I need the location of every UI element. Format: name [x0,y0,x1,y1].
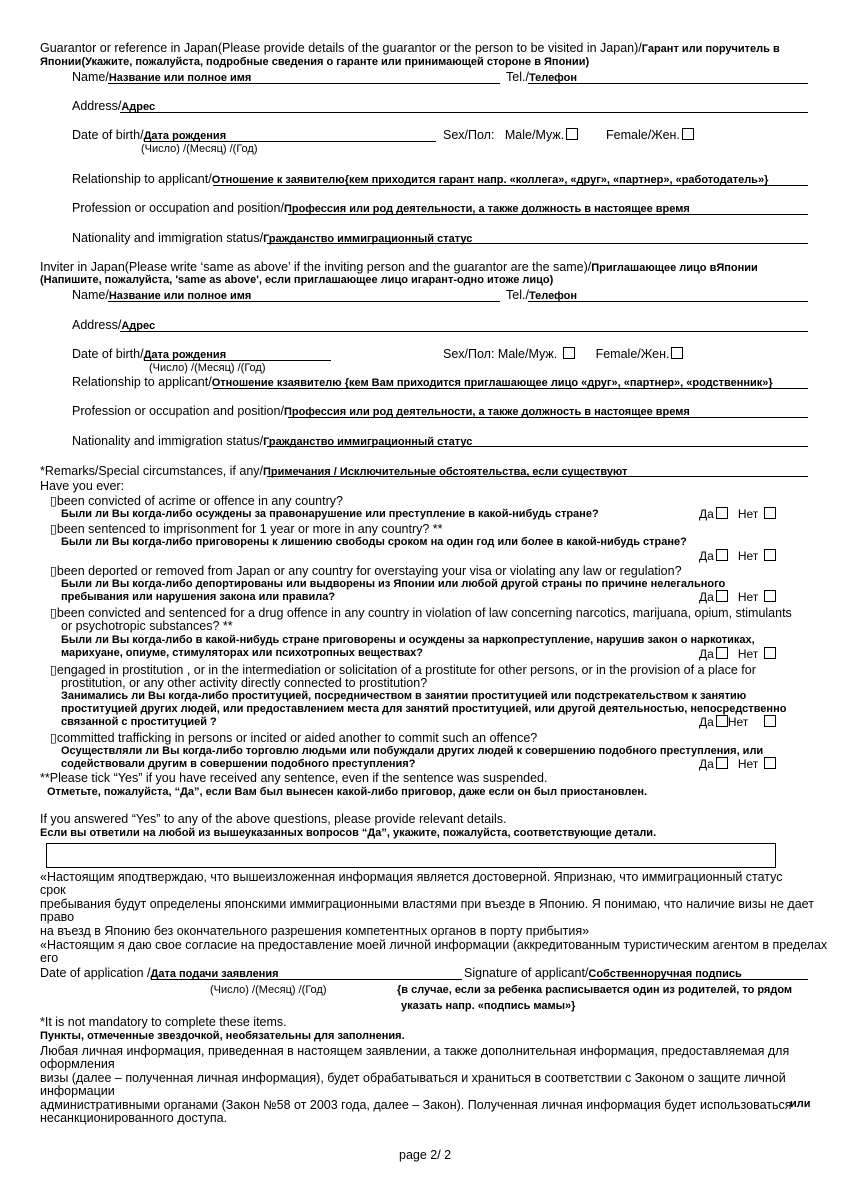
application-date-format: (Число) /(Месяц) /(Год) [210,984,327,996]
questions-intro: Have you ever: [40,479,125,493]
q6-yes-checkbox[interactable] [716,757,728,769]
consent-line-2: его [40,951,59,965]
guarantor-profession-field[interactable] [288,214,808,215]
question-6-ru-2: содействовали другим в совершении подобного преступления? [61,758,416,770]
question-2-ru: Были ли Вы когда-либо приговорены к лишению свободы сроком на один год или более в какой-нибудь стране? [61,536,687,548]
question-1-answer: Да Нет [699,507,776,521]
question-2: ▯been sentenced to imprisonment for 1 year or more in any country? ** [50,522,443,536]
mandatory-note: *It is not mandatory to complete these items. [40,1015,287,1029]
guarantor-relationship-label: Relationship to applicant/Отношение к заявителю{кем приходится гарант напр. «коллега», «друг», «партнер», «работодатель»} [72,172,769,186]
question-3-ru-2: пребывания или нарушения закона или правила? [61,591,336,603]
inviter-dob-field[interactable] [144,360,331,361]
guarantor-nationality-field[interactable] [267,243,808,244]
question-5-ru-3: связанной с проституцией ? [61,716,217,728]
mandatory-note-ru: Пункты, отмеченные звездочкой, необязательны для заполнения. [40,1030,405,1042]
declaration-line-3: пребывания будут определены японскими иммиграционными властями при въезде в Японию. Я понимаю, что наличие визы не дает [40,897,814,911]
question-1-ru: Были ли Вы когда-либо осуждены за правонарушение или преступление в какой-нибудь стране? [61,508,599,520]
inviter-female-checkbox[interactable] [671,347,683,359]
bullet-icon: ▯ [50,522,57,536]
signature-note-2: указать напр. «подпись мамы»} [401,1000,576,1012]
remarks-label: *Remarks/Special circumstances, if any/Примечания / Исключительные обстоятельства, если существуют [40,464,628,478]
inviter-sex: Sex/Пол: Male/Муж. Female/Жен. [443,347,683,361]
guarantor-heading-ru: Гарант или поручитель в [641,43,780,55]
remarks-field[interactable] [267,476,808,477]
inviter-nationality-label: Nationality and immigration status/Гражданство иммиграционный статус [72,434,473,448]
guarantor-name-label: Name/Название или полное имя [72,70,252,84]
guarantor-tel-label: Tel./Телефон [506,70,578,84]
q1-no-checkbox[interactable] [764,507,776,519]
privacy-line-2: оформления [40,1057,115,1071]
bullet-icon: ▯ [50,663,57,677]
bullet-icon: ▯ [50,731,57,745]
guarantor-date-format: (Число) /(Месяц) /(Год) [141,143,258,155]
guarantor-heading [40,41,780,55]
question-2-answer: Да Нет [699,549,776,563]
guarantor-female-checkbox[interactable] [682,128,694,140]
inviter-nationality-field[interactable] [267,446,808,447]
q2-yes-checkbox[interactable] [716,549,728,561]
guarantor-relationship-field[interactable] [213,185,808,186]
guarantor-nationality-label: Nationality and immigration status/Гражданство иммиграционный статус [72,231,473,245]
privacy-line-3: визы (далее – полученная личная информация), будет обрабатываться и храниться в соответствии с Законом о защите личной [40,1071,786,1085]
question-5-ru: Занимались ли Вы когда-либо проституцией, посредничеством в занятии проституцией или подстрекательством к занятию [61,690,747,702]
privacy-line-4: информации [40,1084,115,1098]
details-instruction: If you answered “Yes” to any of the above questions, please provide relevant details. [40,812,507,826]
question-4-answer: Да Нет [699,647,776,661]
privacy-line-5b: или [790,1098,811,1110]
guarantor-tel-field[interactable] [528,83,808,84]
details-instruction-ru: Если вы ответили на любой из вышеуказанных вопросов “Да”, укажите, пожалуйста, соответствующие детали. [40,827,657,839]
inviter-tel-field[interactable] [528,301,808,302]
page-number: page 2/ 2 [399,1148,452,1162]
inviter-date-format: (Число) /(Месяц) /(Год) [149,362,266,374]
details-input[interactable] [46,843,776,868]
privacy-line-5: административными органами (Закон №58 от 2003 года, далее – Закон). Полученная личная информация будет использоваться [40,1098,792,1112]
guarantor-heading-ru-2: Японии(Укажите, пожалуйста, подробные сведения о гаранте или принимающей стороне в Японии) [40,56,590,68]
question-6-ru: Осуществляли ли Вы когда-либо торговлю людьми или побуждали других людей к совершению подобного преступления, или [61,745,764,757]
inviter-relationship-field[interactable] [213,388,808,389]
question-6: ▯committed trafficking in persons or incited or aided another to commit such an offence? [50,731,538,745]
privacy-line-6: несанкционированного доступа. [40,1111,228,1125]
guarantor-address-label: Address/Адрес [72,99,156,113]
q6-no-checkbox[interactable] [764,757,776,769]
inviter-heading: Inviter in Japan(Please write ‘same as above’ if the inviting person and the guarantor are the same)/Приглашающее лицо вЯпонии [40,260,758,274]
question-4-ru-2: марихуане, опиуме, стимуляторах или психотропных веществах? [61,647,424,659]
inviter-name-field[interactable] [108,301,500,302]
bullet-icon: ▯ [50,494,57,508]
declaration-line-4: право [40,910,75,924]
question-5-en-2: prostitution, or any other activity directly connected to prostitution? [61,676,428,690]
q3-no-checkbox[interactable] [764,590,776,602]
declaration-line-2: срок [40,883,66,897]
application-date-field[interactable] [151,979,462,980]
inviter-relationship-label: Relationship to applicant/Отношение кзаявителю {кем Вам приходится приглашающее лицо «друг», «партнер», «родственник»} [72,375,773,389]
inviter-address-label: Address/Адрес [72,318,156,332]
question-4: ▯been convicted and sentenced for a drug offence in any country in violation of law concerning narcotics, marijuana, opium, stimulants [50,606,792,620]
declaration-line-5: на въезд в Японию без окончательного разрешения компетентных органов в порту прибытия» [40,924,590,938]
q5-no-checkbox[interactable] [764,715,776,727]
q3-yes-checkbox[interactable] [716,590,728,602]
q2-no-checkbox[interactable] [764,549,776,561]
q4-no-checkbox[interactable] [764,647,776,659]
inviter-dob-label: Date of birth/Дата рождения [72,347,227,361]
inviter-male-checkbox[interactable] [563,347,575,359]
inviter-address-field[interactable] [120,331,808,332]
privacy-line-1: Любая личная информация, приведенная в настоящем заявлении, а также дополнительная информация, предоставляемая для [40,1044,790,1058]
inviter-heading-ru-2: (Напишите, пожалуйста, 'same as above', если приглашающее лицо игарант-одно итоже лицо) [40,274,554,286]
q1-yes-checkbox[interactable] [716,507,728,519]
guarantor-dob-field[interactable] [144,141,436,142]
inviter-profession-label: Profession or occupation and position/Профессия или род деятельности, а также должность в настоящее время [72,404,690,418]
consent-line-1: «Настоящим я даю свое согласие на предоставление моей личной информации (аккредитованным туристическим агентом в пределах [40,938,828,952]
sentence-note: **Please tick “Yes” if you have received any sentence, even if the sentence was suspended. [40,771,548,785]
question-3-ru: Были ли Вы когда-либо депортированы или выдворены из Японии или любой другой страны по причине нелегального [61,578,726,590]
guarantor-sex: Sex/Пол: Male/Муж. Female/Жен. [443,128,694,142]
question-4-en-2: or psychotropic substances? ** [61,619,233,633]
sentence-note-ru: Отметьте, пожалуйста, “Да”, если Вам был вынесен какой-либо приговор, даже если он был приостановлен. [47,786,648,798]
inviter-tel-label: Tel./Телефон [506,288,578,302]
question-5-answer: Да Нет [699,715,776,729]
q4-yes-checkbox[interactable] [716,647,728,659]
question-3-answer: Да Нет [699,590,776,604]
inviter-profession-field[interactable] [288,417,808,418]
guarantor-male-checkbox[interactable] [566,128,578,140]
signature-label: Signature of applicant/Собственноручная подпись [464,966,742,980]
declaration-line-1: «Настоящим яподтверждаю, что вышеизложенная информация является достоверной. Япризнаю, что иммиграционный статус [40,870,783,884]
signature-note-1: {в случае, если за ребенка расписывается один из родителей, то рядом [397,984,793,996]
guarantor-address-field[interactable] [120,112,808,113]
question-6-answer: Да Нет [699,757,776,771]
application-date-label: Date of application /Дата подачи заявления [40,966,279,980]
q5-yes-checkbox[interactable] [716,715,728,727]
question-5: ▯engaged in prostitution , or in the intermediation or solicitation of a prostitute for other persons, or in the provision of a place for [50,663,756,677]
signature-field[interactable] [589,979,808,980]
bullet-icon: ▯ [50,606,57,620]
question-1: ▯been convicted of acrime or offence in any country? [50,494,343,508]
guarantor-heading-en: Guarantor or reference in Japan(Please provide details of the guarantor or the person to be visited in Japan)/ [40,41,642,55]
question-3: ▯been deported or removed from Japan or any country for overstaying your visa or violating any law or regulation? [50,564,682,578]
inviter-name-label: Name/Название или полное имя [72,288,252,302]
guarantor-name-field[interactable] [108,83,500,84]
question-5-ru-2: проституцией других людей, или предоставлением места для занятий проституцией, или другой деятельностью, непосредственно [61,703,787,715]
guarantor-dob-label: Date of birth/Дата рождения [72,128,227,142]
bullet-icon: ▯ [50,564,57,578]
guarantor-profession-label: Profession or occupation and position/Профессия или род деятельности, а также должность в настоящее время [72,201,690,215]
question-4-ru: Были ли Вы когда-либо в какой-нибудь стране приговорены и осуждены за наркопреступление, нарушив закон о наркотиках, [61,634,755,646]
